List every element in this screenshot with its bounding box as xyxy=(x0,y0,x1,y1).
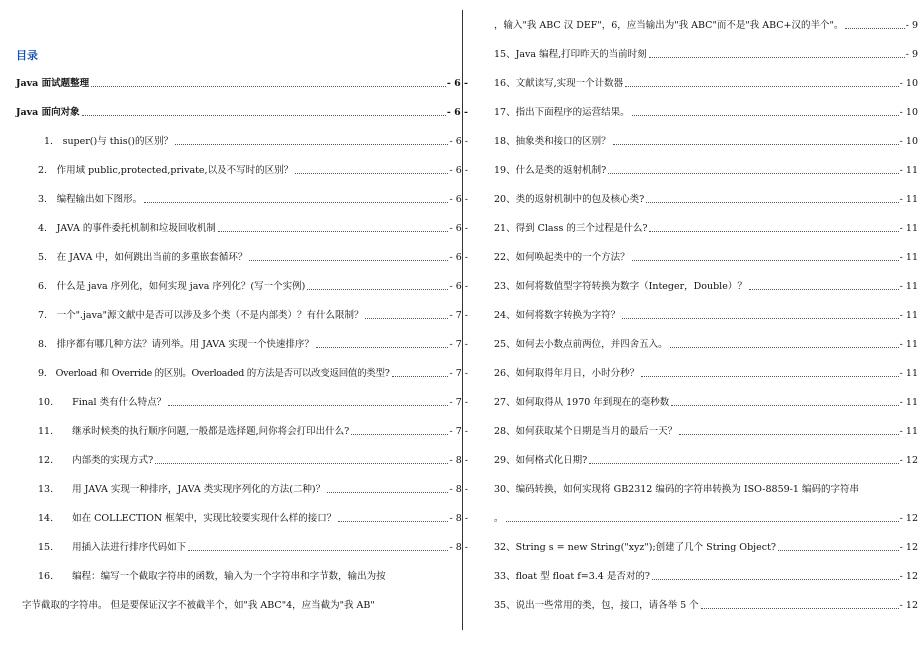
leader-dots xyxy=(652,579,899,580)
leader-dots xyxy=(392,376,449,377)
leader-dots xyxy=(613,144,899,145)
toc-entry-page: - 10 xyxy=(899,78,918,89)
toc-entry-text: 9. Overload 和 Override 的区别。Overloaded 的方法是否可以改变返回值的类型? xyxy=(38,368,390,379)
leader-dots xyxy=(632,260,899,261)
toc-entry-text: Java 面试题整理 xyxy=(16,78,90,89)
toc-entry-text: 10. Final 类有什么特点？ xyxy=(38,397,167,408)
toc-entry-text: 33、float 型 float f=3.4 是否对的? xyxy=(494,571,650,582)
toc-entry[interactable] xyxy=(494,367,918,380)
leader-dots xyxy=(351,434,448,435)
toc-entry[interactable] xyxy=(38,309,468,322)
toc-entry-page: - 6 - xyxy=(446,107,468,118)
toc-entry[interactable] xyxy=(38,454,468,467)
toc-entry[interactable] xyxy=(38,222,468,235)
toc-entry-text: 4. JAVA 的事件委托机制和垃圾回收机制 xyxy=(38,223,216,234)
toc-entry[interactable] xyxy=(494,599,918,612)
toc-entry-page: - 6 - xyxy=(449,165,468,176)
leader-dots xyxy=(778,550,899,551)
toc-entry-text: ，输入"我 ABC 汉 DEF"，6，应当输出为"我 ABC"而不是"我 ABC+汉的半个"。 xyxy=(494,20,844,31)
toc-entry-page: - 12 xyxy=(899,455,918,466)
toc-entry[interactable] xyxy=(494,164,918,177)
leader-dots xyxy=(144,202,448,203)
toc-entry-page: - 7 - xyxy=(449,368,468,379)
toc-entry[interactable] xyxy=(16,77,468,90)
leader-dots xyxy=(622,318,899,319)
leader-dots xyxy=(670,347,899,348)
toc-entry-text: 1. super()与 this()的区别？ xyxy=(44,136,173,147)
toc-entry-text: 8. 排序都有哪几种方法？请列举。用 JAVA 实现一个快速排序？ xyxy=(38,339,314,350)
toc-entry-30-line2[interactable] xyxy=(494,512,918,525)
toc-entry-text: 22、如何唤起类中的一个方法？ xyxy=(494,252,630,263)
toc-entry[interactable] xyxy=(494,309,918,322)
toc-entry-text: 14. 如在 COLLECTION 框架中，实现比较要实现什么样的接口？ xyxy=(38,513,337,524)
toc-entry-text: 。 xyxy=(494,513,504,524)
toc-entry-page: - 11 xyxy=(899,397,918,408)
toc-entry-30-line1[interactable]: 30、编码转换，如何实现将 GB2312 编码的字符串转换为 ISO-8859-1 编码的字符串 xyxy=(494,484,859,495)
leader-dots xyxy=(218,231,449,232)
toc-entry[interactable] xyxy=(38,251,468,264)
leader-dots xyxy=(649,57,905,58)
toc-entry-text: 35、说出一些常用的类，包，接口，请各举 5 个 xyxy=(494,600,699,611)
toc-entry-text: 32、String s = new String("xyz");创建了几个 String Object? xyxy=(494,542,776,553)
toc-entry[interactable] xyxy=(38,541,468,554)
leader-dots xyxy=(679,434,899,435)
toc-entry-page: - 11 xyxy=(899,310,918,321)
toc-entry-page: - 11 xyxy=(899,223,918,234)
toc-entry-text: 17、指出下面程序的运营结果。 xyxy=(494,107,630,118)
toc-entry-text: 7. 一个".java"源文献中是否可以涉及多个类（不是内部类）？有什么限制？ xyxy=(38,310,364,321)
leader-dots xyxy=(845,28,904,29)
toc-entry-text: 24、如何将数字转换为字符？ xyxy=(494,310,621,321)
leader-dots xyxy=(188,550,448,551)
leader-dots xyxy=(646,202,898,203)
toc-entry[interactable] xyxy=(38,193,468,206)
toc-entry[interactable] xyxy=(44,135,468,148)
toc-entry-16-continued[interactable] xyxy=(494,19,918,32)
toc-entry[interactable] xyxy=(494,396,918,409)
toc-entry-page: - 8 - xyxy=(449,513,468,524)
toc-entry[interactable] xyxy=(494,193,918,206)
toc-entry-page: - 6 - xyxy=(446,78,468,89)
toc-entry-text: 13. 用 JAVA 实现一种排序，JAVA 类实现序列化的方法(二种)？ xyxy=(38,484,326,495)
toc-entry-text: 6. 什么是 java 序列化，如何实现 java 序列化？(写一个实例) xyxy=(38,281,306,292)
toc-entry[interactable] xyxy=(38,425,468,438)
leader-dots xyxy=(168,405,448,406)
toc-entry-text: 26、如何取得年月日，小时分秒？ xyxy=(494,368,640,379)
leader-dots xyxy=(338,521,448,522)
toc-entry-page: - 7 - xyxy=(449,397,468,408)
leader-dots xyxy=(249,260,448,261)
toc-entry-text: 18、抽象类和接口的区别？ xyxy=(494,136,611,147)
toc-entry[interactable] xyxy=(494,77,918,90)
toc-entry-page: - 9 xyxy=(905,20,918,31)
leader-dots xyxy=(671,405,898,406)
leader-dots xyxy=(632,115,899,116)
toc-entry-page: - 8 - xyxy=(449,542,468,553)
toc-entry-page: - 11 xyxy=(899,368,918,379)
toc-entry-page: - 7 - xyxy=(449,426,468,437)
toc-entry-text: 21、得到 Class 的三个过程是什么? xyxy=(494,223,648,234)
toc-entry-page: - 12 xyxy=(899,542,918,553)
toc-entry-text: 15、Java 编程,打印昨天的当前时刻 xyxy=(494,49,647,60)
toc-entry-page: - 11 xyxy=(899,165,918,176)
toc-right-column xyxy=(466,0,920,651)
toc-entry-text: 23、如何将数值型字符转换为数字（Integer，Double）？ xyxy=(494,281,747,292)
toc-entry[interactable] xyxy=(494,425,918,438)
toc-entry-page: - 6 - xyxy=(449,281,468,292)
leader-dots xyxy=(82,115,446,116)
toc-entry[interactable] xyxy=(494,338,918,351)
leader-dots xyxy=(625,86,899,87)
toc-entry-text: 15. 用插入法进行排序代码如下 xyxy=(38,542,187,553)
leader-dots xyxy=(749,289,899,290)
toc-entry[interactable] xyxy=(494,541,918,554)
toc-entry[interactable] xyxy=(494,222,918,235)
leader-dots xyxy=(155,463,448,464)
leader-dots xyxy=(91,86,446,87)
toc-entry-page: - 8 - xyxy=(449,455,468,466)
toc-entry[interactable] xyxy=(38,512,468,525)
toc-entry[interactable] xyxy=(494,48,918,61)
toc-entry-text: 27、如何取得从 1970 年到现在的毫秒数 xyxy=(494,397,670,408)
toc-entry-page: - 6 - xyxy=(449,194,468,205)
toc-entry-text: 29、如何格式化日期? xyxy=(494,455,588,466)
toc-title: 目录 xyxy=(16,49,38,62)
toc-entry[interactable] xyxy=(38,483,468,496)
toc-entry-page: - 11 xyxy=(899,281,918,292)
toc-entry-page: - 12 xyxy=(899,513,918,524)
toc-entry-text: 3. 编程输出如下图形。 xyxy=(38,194,143,205)
toc-entry-page: - 10 xyxy=(899,136,918,147)
leader-dots xyxy=(365,318,448,319)
toc-entry-text: 28、如何获取某个日期是当月的最后一天？ xyxy=(494,426,678,437)
leader-dots xyxy=(295,173,448,174)
leader-dots xyxy=(307,289,448,290)
toc-entry-text: 5. 在 JAVA 中，如何跳出当前的多重嵌套循环？ xyxy=(38,252,248,263)
toc-entry[interactable] xyxy=(38,280,468,293)
toc-entry-16-line2: 字节截取的字符串。 但是要保证汉字不被截半个，如"我 ABC"4，应当截为"我 AB" xyxy=(22,600,375,611)
toc-entry[interactable] xyxy=(494,106,918,119)
toc-entry-page: - 9 xyxy=(905,49,918,60)
leader-dots xyxy=(175,144,448,145)
toc-entry[interactable] xyxy=(38,338,468,351)
leader-dots xyxy=(316,347,449,348)
toc-entry-page: - 12 xyxy=(899,600,918,611)
toc-entry[interactable] xyxy=(38,164,468,177)
toc-entry-text: 12. 内部类的实现方式? xyxy=(38,455,154,466)
toc-entry-page: - 8 - xyxy=(449,484,468,495)
toc-entry-page: - 11 xyxy=(899,252,918,263)
toc-entry-16-line1[interactable]: 16. 编程：编写一个截取字符串的函数，输入为一个字符串和字节数，输出为按 xyxy=(38,571,386,582)
leader-dots xyxy=(506,521,899,522)
toc-entry[interactable] xyxy=(494,454,918,467)
toc-entry-page: - 6 - xyxy=(449,136,468,147)
toc-entry-page: - 6 - xyxy=(449,223,468,234)
toc-entry-text: 20、类的返射机制中的包及核心类? xyxy=(494,194,645,205)
toc-entry-page: - 11 xyxy=(899,426,918,437)
toc-entry-text: 19、什么是类的返射机制? xyxy=(494,165,607,176)
toc-entry-page: - 6 - xyxy=(449,252,468,263)
toc-entry-page: - 12 xyxy=(899,571,918,582)
toc-entry-page: - 7 - xyxy=(449,310,468,321)
toc-entry-page: - 10 xyxy=(899,107,918,118)
toc-entry[interactable] xyxy=(16,106,468,119)
toc-entry[interactable] xyxy=(38,367,468,380)
toc-entry-page: - 7 - xyxy=(449,339,468,350)
toc-entry[interactable] xyxy=(494,280,918,293)
toc-entry[interactable] xyxy=(494,251,918,264)
leader-dots xyxy=(608,173,898,174)
toc-entry-page: - 11 xyxy=(899,194,918,205)
leader-dots xyxy=(701,608,899,609)
leader-dots xyxy=(649,231,898,232)
toc-entry[interactable] xyxy=(38,396,468,409)
toc-entry-text: 16、文献读写,实现一个计数器 xyxy=(494,78,624,89)
leader-dots xyxy=(327,492,448,493)
toc-entry-text: 25、如何去小数点前两位，并四舍五入。 xyxy=(494,339,668,350)
toc-entry-text: 11. 继承时候类的执行顺序问题,一般都是选择题,问你将会打印出什么? xyxy=(38,426,350,437)
leader-dots xyxy=(589,463,898,464)
toc-entry-text: Java 面向对象 xyxy=(16,107,80,118)
leader-dots xyxy=(641,376,899,377)
toc-entry[interactable] xyxy=(494,135,918,148)
toc-entry[interactable] xyxy=(494,570,918,583)
toc-entry-text: 2. 作用域 public,protected,private,以及不写时的区别？ xyxy=(38,165,294,176)
toc-entry-page: - 11 xyxy=(899,339,918,350)
